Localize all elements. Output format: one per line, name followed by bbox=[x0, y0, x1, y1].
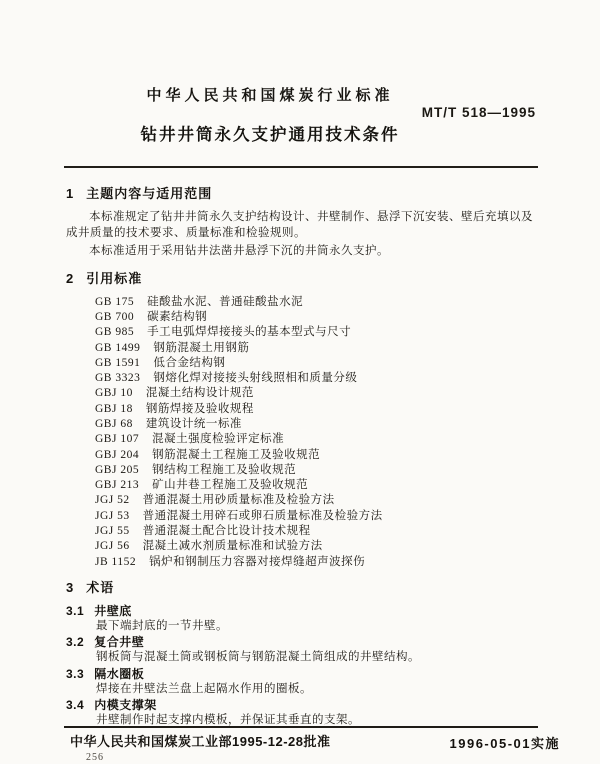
term-entry bbox=[66, 634, 544, 666]
standard-title: 碳素结构钢 bbox=[147, 310, 208, 323]
page-number: 256 bbox=[86, 752, 104, 760]
section-2-heading bbox=[66, 271, 544, 287]
standard-code: GB 3323 bbox=[95, 372, 141, 385]
term-name: 隔水圈板 bbox=[94, 666, 145, 681]
section-1-number: 1 bbox=[66, 186, 75, 201]
term-number: 3.3 bbox=[66, 666, 85, 681]
standard-org-line: 中华人民共和国煤炭行业标准 bbox=[146, 87, 394, 104]
referenced-standard-item bbox=[95, 417, 544, 432]
term-heading bbox=[66, 666, 544, 682]
referenced-standard-item bbox=[95, 295, 544, 310]
section-1-paragraph: 本标准适用于采用钻井法凿井悬浮下沉的井筒永久支护。 bbox=[89, 245, 389, 258]
implementation-date: 1996-05-01实施 bbox=[449, 736, 560, 751]
section-3-heading bbox=[66, 580, 544, 596]
term-definition: 最下端封底的一节井壁。 bbox=[96, 619, 228, 632]
standard-title: 矿山井巷工程施工及验收规范 bbox=[152, 479, 309, 492]
term-entry bbox=[66, 697, 544, 729]
standard-code: GBJ 68 bbox=[95, 417, 133, 430]
standard-code: JGJ 52 bbox=[95, 494, 130, 507]
standard-number: MT/T 518—1995 bbox=[421, 105, 536, 120]
section-1-heading bbox=[66, 186, 544, 202]
section-3-title: 术语 bbox=[86, 579, 115, 595]
standard-title: 手工电弧焊焊接接头的基本型式与尺寸 bbox=[147, 326, 352, 339]
term-number: 3.4 bbox=[66, 698, 85, 713]
standard-title: 建筑设计统一标准 bbox=[145, 417, 242, 430]
document-body bbox=[66, 186, 544, 729]
referenced-standard-item bbox=[95, 555, 544, 570]
standard-title: 钢结构工程施工及验收规范 bbox=[152, 463, 297, 476]
standard-code: JGJ 53 bbox=[95, 509, 130, 522]
term-definition: 钢板筒与混凝土筒或钢板筒与钢筋混凝土筒组成的井壁结构。 bbox=[96, 651, 420, 664]
term-number: 3.2 bbox=[66, 635, 85, 650]
standard-title: 普通混凝土配合比设计技术规程 bbox=[142, 525, 311, 538]
term-name: 复合井壁 bbox=[94, 635, 145, 650]
standard-code: GBJ 205 bbox=[95, 463, 140, 476]
term-definition: 焊接在井壁法兰盘上起隔水作用的圈板。 bbox=[96, 682, 312, 695]
referenced-standard-item bbox=[95, 539, 544, 554]
referenced-standard-item bbox=[95, 432, 544, 447]
referenced-standard-item bbox=[95, 402, 544, 417]
section-3 bbox=[66, 580, 544, 729]
referenced-standard-item bbox=[95, 325, 544, 340]
referenced-standard-item bbox=[95, 448, 544, 463]
standard-code: GBJ 10 bbox=[95, 387, 133, 400]
section-2 bbox=[66, 271, 544, 570]
section-1-paragraph: 本标准规定了钻井井筒永久支护结构设计、井壁制作、悬浮下沉安装、壁后充填以及成井质量的技术要求、质量标准和检验规则。 bbox=[66, 211, 533, 240]
document-title: 钻井井筒永久支护通用技术条件 bbox=[140, 126, 400, 144]
section-2-title: 引用标准 bbox=[86, 270, 143, 286]
term-heading bbox=[66, 634, 544, 650]
standard-title: 混凝土减水剂质量标准和试验方法 bbox=[142, 540, 323, 553]
section-3-number: 3 bbox=[66, 579, 75, 595]
term-definition: 井壁制作时起支撑内模板，并保证其垂直的支架。 bbox=[96, 714, 360, 727]
standard-code: GB 985 bbox=[95, 326, 135, 339]
standard-title: 混凝土强度检验评定标准 bbox=[152, 433, 285, 446]
term-heading bbox=[66, 697, 544, 713]
referenced-standard-item bbox=[95, 356, 544, 371]
footer-divider bbox=[64, 726, 538, 728]
term-number: 3.1 bbox=[66, 603, 85, 618]
standard-title: 普通混凝土用砂质量标准及检验方法 bbox=[142, 494, 335, 507]
referenced-standard-item bbox=[95, 463, 544, 478]
term-entry bbox=[66, 603, 544, 635]
standard-code: GBJ 18 bbox=[95, 402, 133, 415]
section-2-number: 2 bbox=[66, 270, 75, 286]
standard-code: GB 700 bbox=[95, 310, 135, 323]
standard-code: GBJ 107 bbox=[95, 433, 140, 446]
standard-code: GB 1591 bbox=[95, 356, 141, 369]
standard-title: 钢熔化焊对接接头射线照相和质量分级 bbox=[153, 372, 358, 385]
referenced-standard-item bbox=[95, 478, 544, 493]
referenced-standard-item bbox=[95, 524, 544, 539]
referenced-standard-item bbox=[95, 509, 544, 524]
standard-code: GB 175 bbox=[95, 295, 135, 308]
approval-line: 中华人民共和国煤炭工业部1995-12-28批准 bbox=[70, 734, 331, 749]
referenced-standard-item bbox=[95, 371, 544, 386]
standard-title: 锅炉和钢制压力容器对接焊缝超声波探伤 bbox=[149, 555, 366, 568]
standard-code: GB 1499 bbox=[95, 341, 141, 354]
standard-code: JGJ 56 bbox=[95, 540, 130, 553]
section-1-title: 主题内容与适用范围 bbox=[86, 186, 213, 201]
referenced-standard-item bbox=[95, 310, 544, 325]
standard-code: GBJ 204 bbox=[95, 448, 140, 461]
referenced-standard-item bbox=[95, 341, 544, 356]
standard-code: JGJ 55 bbox=[95, 525, 130, 538]
standard-code: JB 1152 bbox=[95, 555, 137, 568]
standard-code: GBJ 213 bbox=[95, 479, 140, 492]
term-entry bbox=[66, 666, 544, 698]
standard-title: 钢筋混凝土工程施工及验收规范 bbox=[152, 448, 321, 461]
referenced-standards-list bbox=[66, 295, 544, 570]
standard-title: 钢筋焊接及验收规程 bbox=[145, 402, 254, 415]
referenced-standard-item bbox=[95, 493, 544, 508]
standard-title: 普通混凝土用碎石或卵石质量标准及检验方法 bbox=[142, 509, 383, 522]
term-name: 井壁底 bbox=[94, 603, 132, 618]
term-name: 内模支撑架 bbox=[94, 698, 157, 713]
referenced-standard-item bbox=[95, 386, 544, 401]
term-heading bbox=[66, 603, 544, 619]
standard-title: 钢筋混凝土用钢筋 bbox=[153, 341, 250, 354]
standard-title: 混凝土结构设计规范 bbox=[145, 387, 254, 400]
header-divider bbox=[64, 166, 538, 168]
standard-title: 硅酸盐水泥、普通硅酸盐水泥 bbox=[147, 295, 304, 308]
standard-title: 低合金结构钢 bbox=[153, 356, 226, 369]
terms-list bbox=[66, 603, 544, 729]
